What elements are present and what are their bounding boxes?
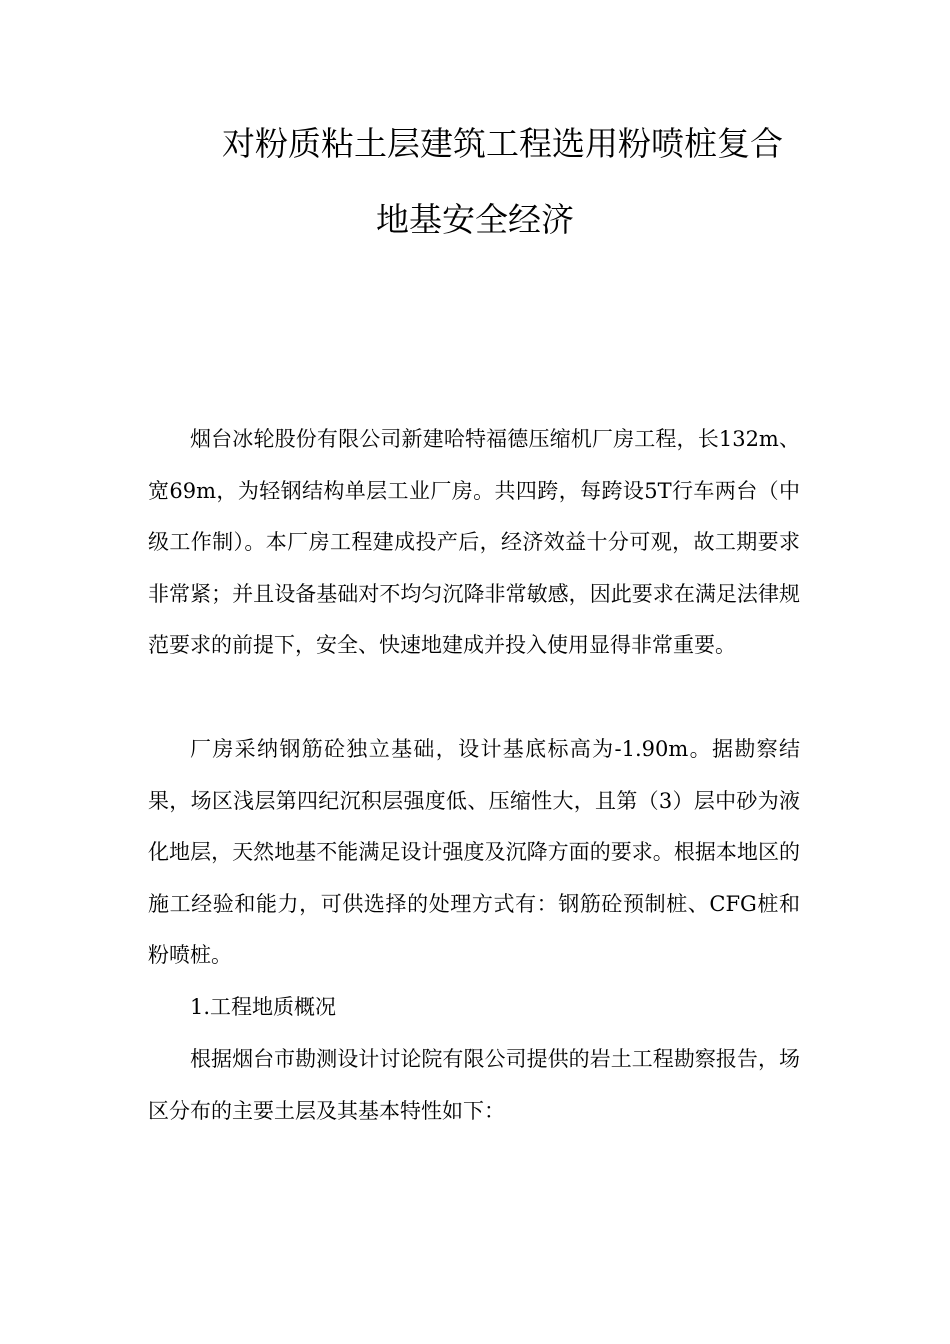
paragraph-foundation-design: 厂房采纳钢筋砼独立基础，设计基底标高为-1.90m。据勘察结果，场区浅层第四纪沉积层强度低、压缩性大，且第（3）层中砂为液化地层，天然地基不能满足设计强度及沉降方面的要求。根据本地区的施工经验和能力，可供选择的处理方式有：钢筋砼预制桩、CFG桩和粉喷桩。 <box>148 737 800 967</box>
document-title-line-1: 对粉质粘土层建筑工程选用粉喷桩复合 <box>222 124 783 163</box>
section-heading-geology: 1.工程地质概况 <box>190 995 337 1019</box>
paragraph-project-overview: 烟台冰轮股份有限公司新建哈特福德压缩机厂房工程，长132m、宽69m，为轻钢结构单层工业厂房。共四跨，每跨设5T行车两台（中级工作制）。本厂房工程建成投产后，经济效益十分可观，故工期要求非常紧；并且设备基础对不均匀沉降非常敏感，因此要求在满足法律规范要求的前提下，安全、快速地建成并投入使用显得非常重要。 <box>148 427 800 657</box>
document-title-line-2: 地基安全经济 <box>376 200 574 239</box>
paragraph-geology-intro: 根据烟台市勘测设计讨论院有限公司提供的岩土工程勘察报告，场区分布的主要土层及其基本特性如下： <box>148 1047 800 1123</box>
